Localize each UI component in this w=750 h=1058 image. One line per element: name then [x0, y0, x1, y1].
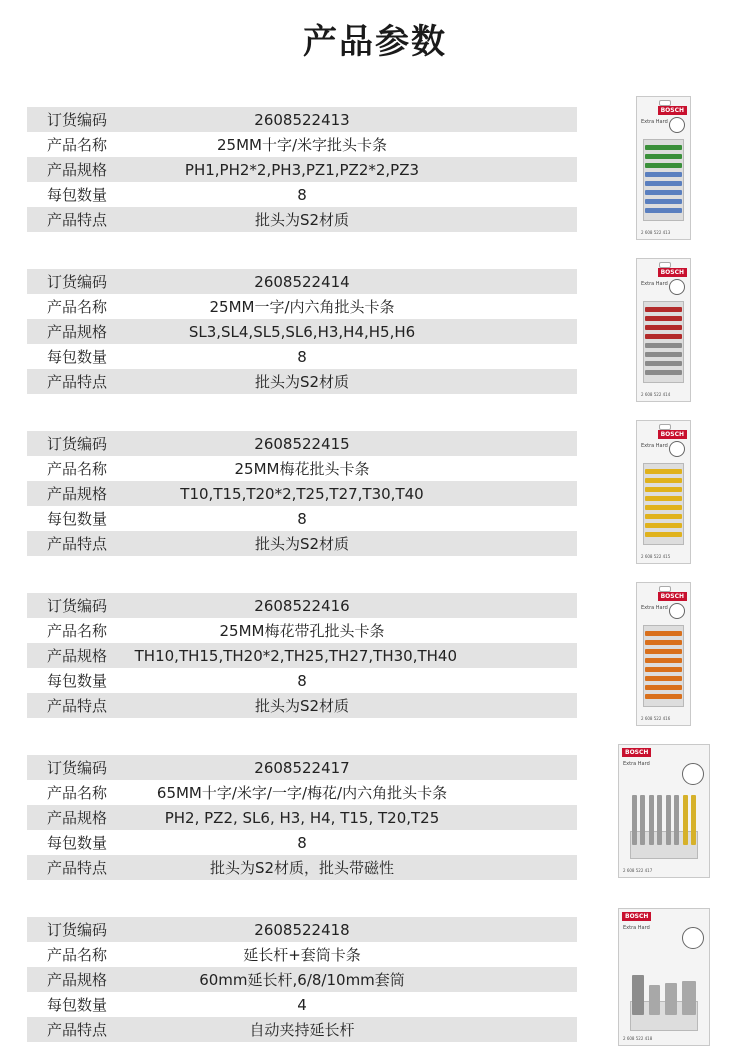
row-spec: [27, 319, 577, 344]
qty-label: 每包数量: [47, 834, 108, 852]
drill-badge-icon: [669, 441, 685, 457]
spec-label: 产品规格: [47, 971, 108, 989]
bit: [645, 676, 681, 681]
bit: [645, 694, 681, 699]
product-package-image: [636, 420, 691, 564]
product-package-image: [636, 96, 691, 240]
row-feature: [27, 207, 577, 232]
order-code-value: 2608522417: [254, 758, 350, 777]
feature-value: 批头为S2材质: [254, 535, 350, 553]
bit: [645, 208, 681, 213]
product-package-image: [636, 258, 691, 402]
product-name-value: 25MM一字/内六角批头卡条: [209, 298, 395, 316]
order-code-value: 2608522416: [254, 596, 350, 615]
product-name-label: 产品名称: [47, 784, 108, 802]
spec-value: 60mm延长杆,6/8/10mm套筒: [199, 971, 405, 989]
qty-value: 8: [297, 185, 307, 204]
row-spec: [27, 481, 577, 506]
feature-label: 产品特点: [47, 1021, 108, 1039]
bit: [645, 361, 681, 366]
bit: [645, 649, 681, 654]
product-spec-table: [27, 917, 577, 1042]
bit: [645, 523, 681, 528]
product-name-value: 25MM十字/米字批头卡条: [216, 136, 388, 154]
package-code: 2 608 522 414: [641, 392, 671, 397]
order-code-value: 2608522415: [254, 434, 350, 453]
product-name-value: 延长杆+套筒卡条: [243, 946, 361, 964]
feature-value: 自动夹持延长杆: [249, 1021, 355, 1039]
bit: [645, 343, 681, 348]
row-order-code: [27, 755, 577, 780]
row-qty: [27, 506, 577, 531]
bit: [645, 631, 681, 636]
series-label: Extra Hard: [641, 119, 668, 125]
row-order-code: [27, 917, 577, 942]
bit: [674, 795, 679, 845]
package-code: 2 608 522 413: [641, 230, 671, 235]
product-name-label: 产品名称: [47, 136, 108, 154]
extension-rod: [632, 975, 644, 1015]
product-spec-table: [27, 593, 577, 718]
product-spec-table: [27, 431, 577, 556]
bit: [666, 795, 671, 845]
feature-label: 产品特点: [47, 211, 108, 229]
bit: [632, 795, 637, 845]
row-qty: [27, 668, 577, 693]
socket: [682, 981, 696, 1015]
order-code-value: 2608522413: [254, 110, 350, 129]
series-label: Extra Hard: [623, 761, 650, 767]
bit-row: [645, 469, 681, 537]
qty-label: 每包数量: [47, 186, 108, 204]
bit-row: [645, 145, 681, 213]
socket: [649, 985, 660, 1015]
bit: [645, 334, 681, 339]
bit: [645, 181, 681, 186]
spec-label: 产品规格: [47, 323, 108, 341]
bit: [645, 352, 681, 357]
series-label: Extra Hard: [623, 925, 650, 931]
bit: [645, 199, 681, 204]
qty-value: 8: [297, 509, 307, 528]
order-code-value: 2608522418: [254, 920, 350, 939]
bit: [645, 316, 681, 321]
bit: [645, 325, 681, 330]
bit: [640, 795, 645, 845]
drill-badge-icon: [669, 603, 685, 619]
product-name-label: 产品名称: [47, 298, 108, 316]
product-package-image: [618, 908, 710, 1046]
package-code: 2 608 522 416: [641, 716, 671, 721]
feature-value: 批头为S2材质，批头带磁性: [209, 859, 395, 877]
row-qty: [27, 182, 577, 207]
row-feature: [27, 693, 577, 718]
bit: [645, 370, 681, 375]
product-spec-table: [27, 269, 577, 394]
bosch-logo: BOSCH: [658, 430, 687, 439]
drill-badge-icon: [682, 763, 704, 785]
qty-value: 8: [297, 347, 307, 366]
bit: [691, 795, 696, 845]
bosch-logo: BOSCH: [658, 592, 687, 601]
package-code: 2 608 522 417: [623, 868, 653, 873]
row-spec: [27, 157, 577, 182]
feature-value: 批头为S2材质: [254, 211, 350, 229]
product-name-value: 25MM梅花带孔批头卡条: [219, 622, 385, 640]
qty-value: 8: [297, 671, 307, 690]
order-code-value: 2608522414: [254, 272, 350, 291]
spec-label: 产品规格: [47, 485, 108, 503]
row-spec: [27, 643, 577, 668]
bit: [649, 795, 654, 845]
row-product-name: [27, 132, 577, 157]
drill-badge-icon: [669, 279, 685, 295]
spec-value: T10,T15,T20*2,T25,T27,T30,T40: [180, 484, 424, 503]
product-spec-table: [27, 755, 577, 880]
order-code-label: 订货编码: [47, 435, 108, 453]
product-name-value: 25MM梅花批头卡条: [234, 460, 370, 478]
bit: [645, 469, 681, 474]
row-order-code: [27, 269, 577, 294]
spec-value: PH2, PZ2, SL6, H3, H4, T15, T20,T25: [164, 808, 440, 827]
bit-row: [645, 307, 681, 375]
feature-label: 产品特点: [47, 373, 108, 391]
bit: [645, 658, 681, 663]
row-qty: [27, 344, 577, 369]
product-spec-table: [27, 107, 577, 232]
row-product-name: [27, 618, 577, 643]
row-feature: [27, 855, 577, 880]
row-feature: [27, 531, 577, 556]
row-spec: [27, 967, 577, 992]
row-feature: [27, 1017, 577, 1042]
row-product-name: [27, 294, 577, 319]
bit-row: [632, 795, 697, 845]
row-qty: [27, 830, 577, 855]
bit-row: [645, 631, 681, 699]
bit: [645, 163, 681, 168]
bit: [657, 795, 662, 845]
drill-badge-icon: [682, 927, 704, 949]
row-spec: [27, 805, 577, 830]
page-title: 产品参数: [303, 22, 447, 62]
product-package-image: [636, 582, 691, 726]
package-code: 2 608 522 418: [623, 1036, 653, 1041]
bit-row: [632, 965, 697, 1015]
bosch-logo: BOSCH: [658, 268, 687, 277]
product-package-image: [618, 744, 710, 878]
feature-label: 产品特点: [47, 859, 108, 877]
row-order-code: [27, 107, 577, 132]
feature-value: 批头为S2材质: [254, 697, 350, 715]
series-label: Extra Hard: [641, 605, 668, 611]
row-feature: [27, 369, 577, 394]
bosch-logo: BOSCH: [622, 912, 651, 921]
order-code-label: 订货编码: [47, 111, 108, 129]
spec-label: 产品规格: [47, 809, 108, 827]
socket: [665, 983, 677, 1015]
order-code-label: 订货编码: [47, 921, 108, 939]
qty-label: 每包数量: [47, 510, 108, 528]
product-name-value: 65MM十字/米字/一字/梅花/内六角批头卡条: [156, 784, 448, 802]
row-product-name: [27, 780, 577, 805]
series-label: Extra Hard: [641, 443, 668, 449]
bit: [645, 532, 681, 537]
bit: [645, 154, 681, 159]
row-product-name: [27, 942, 577, 967]
spec-value: SL3,SL4,SL5,SL6,H3,H4,H5,H6: [188, 322, 416, 341]
row-order-code: [27, 593, 577, 618]
order-code-label: 订货编码: [47, 597, 108, 615]
bit: [645, 514, 681, 519]
bit: [645, 667, 681, 672]
drill-badge-icon: [669, 117, 685, 133]
order-code-label: 订货编码: [47, 759, 108, 777]
bit: [645, 505, 681, 510]
order-code-label: 订货编码: [47, 273, 108, 291]
row-qty: [27, 992, 577, 1017]
bosch-logo: BOSCH: [658, 106, 687, 115]
spec-label: 产品规格: [47, 647, 108, 665]
row-order-code: [27, 431, 577, 456]
bosch-logo: BOSCH: [622, 748, 651, 757]
bit: [683, 795, 688, 845]
feature-value: 批头为S2材质: [254, 373, 350, 391]
bit: [645, 307, 681, 312]
bit: [645, 190, 681, 195]
package-code: 2 608 522 415: [641, 554, 671, 559]
qty-label: 每包数量: [47, 672, 108, 690]
row-product-name: [27, 456, 577, 481]
bit: [645, 172, 681, 177]
spec-label: 产品规格: [47, 161, 108, 179]
bit: [645, 496, 681, 501]
qty-label: 每包数量: [47, 996, 108, 1014]
feature-label: 产品特点: [47, 535, 108, 553]
qty-label: 每包数量: [47, 348, 108, 366]
spec-value: TH10,TH15,TH20*2,TH25,TH27,TH30,TH40: [134, 646, 457, 665]
bit: [645, 145, 681, 150]
product-name-label: 产品名称: [47, 460, 108, 478]
bit: [645, 640, 681, 645]
product-name-label: 产品名称: [47, 622, 108, 640]
feature-label: 产品特点: [47, 697, 108, 715]
bit: [645, 685, 681, 690]
series-label: Extra Hard: [641, 281, 668, 287]
qty-value: 4: [297, 995, 307, 1014]
bit: [645, 478, 681, 483]
product-name-label: 产品名称: [47, 946, 108, 964]
qty-value: 8: [297, 833, 307, 852]
spec-value: PH1,PH2*2,PH3,PZ1,PZ2*2,PZ3: [184, 160, 420, 179]
bit: [645, 487, 681, 492]
